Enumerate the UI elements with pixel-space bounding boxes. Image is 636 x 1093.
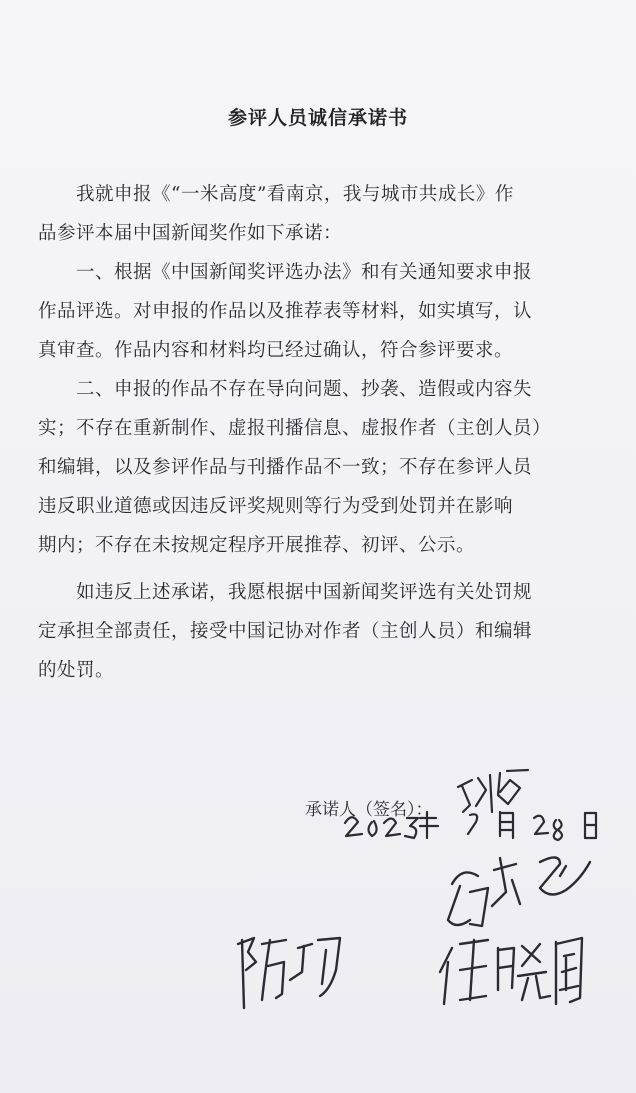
handwritten-date [345,812,596,840]
text-line: 的处罚。 [38,660,115,681]
signature-chengong [238,938,340,1008]
text-line: 我就申报《“一米高度”看南京，我与城市共成长》作 [76,184,514,205]
text-line: 品参评本届中国新闻奖作如下承诺： [38,223,343,244]
text-line: 和编辑，以及参评作品与刊播作品不一致；不存在参评人员 [38,457,533,478]
text-line: 实；不存在重新制作、虚报刊播信息、虚报作者（主创人员） [38,418,552,439]
document-title: 参评人员诚信承诺书 [227,107,408,129]
text-line: 如违反上述承诺，我愿根据中国新闻奖评选有关处罚规 [76,582,533,603]
signature-label: 承诺人（签名）： [305,800,433,820]
text-line: 真审查。作品内容和材料均已经过确认，符合参评要求。 [38,340,514,361]
text-line: 二、申报的作品不存在导向问题、抄袭、造假或内容失 [76,379,533,400]
signature-yusifei [448,857,590,926]
text-line: 作品评选。对申报的作品以及推荐表等材料，如实填写，认 [38,301,533,322]
text-line: 期内；不存在未按规定程序开展推荐、初评、公示。 [38,535,476,556]
text-line: 定承担全部责任，接受中国记协对作者（主创人员）和编辑 [38,621,533,642]
signature-renxiaorun [440,938,582,1004]
text-line: 一、根据《中国新闻奖评选办法》和有关通知要求申报 [76,262,533,283]
text-line: 违反职业道德或因违反评奖规则等行为受到处罚并在影响 [38,496,514,517]
signature-liuxu [458,770,528,812]
